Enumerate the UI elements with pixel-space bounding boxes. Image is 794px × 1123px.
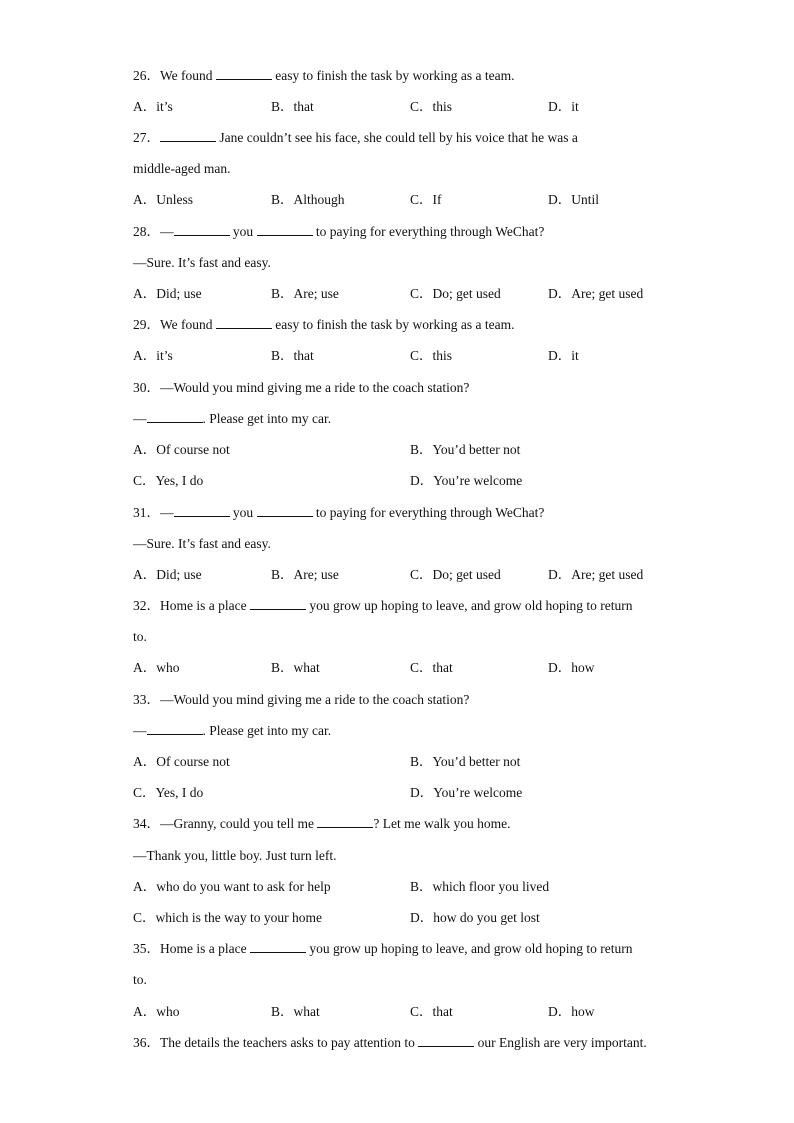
q30-option-b[interactable]: B．You’d better not xyxy=(410,442,521,457)
q33-option-c[interactable]: C．Yes, I do xyxy=(133,785,204,800)
q27-option-a[interactable]: A．Unless xyxy=(133,192,193,207)
answer-blank xyxy=(147,411,203,423)
q34-option-b[interactable]: B．which floor you lived xyxy=(410,879,550,894)
q35-option-c[interactable]: C．that xyxy=(410,1004,453,1019)
q32-option-a[interactable]: A．who xyxy=(133,660,180,675)
question-30-stem: 30．—Would you mind giving me a ride to the coach station? xyxy=(133,380,470,395)
q34-option-d[interactable]: D．how do you get lost xyxy=(410,910,540,925)
q34-option-c[interactable]: C．which is the way to your home xyxy=(133,910,322,925)
q28-option-a[interactable]: A．Did; use xyxy=(133,286,202,301)
q32-option-d[interactable]: D．how xyxy=(548,660,595,675)
q29-option-c[interactable]: C．this xyxy=(410,348,453,363)
q33-option-b[interactable]: B．You’d better not xyxy=(410,754,521,769)
q29-option-d[interactable]: D．it xyxy=(548,348,579,363)
question-33-stem: 33．—Would you mind giving me a ride to the coach station? xyxy=(133,692,470,707)
question-32-stem-cont: to. xyxy=(133,629,147,644)
q28-option-d[interactable]: D．Are; get used xyxy=(548,286,644,301)
answer-blank xyxy=(147,723,203,735)
question-31-stem: 31．— you to paying for everything through WeChat? xyxy=(133,505,545,520)
q35-option-d[interactable]: D．how xyxy=(548,1004,595,1019)
answer-blank xyxy=(250,941,306,953)
q27-option-c[interactable]: C．If xyxy=(410,192,442,207)
q32-option-b[interactable]: B．what xyxy=(271,660,320,675)
question-36-stem: 36．The details the teachers asks to pay attention to our English are very important. xyxy=(133,1035,647,1050)
q32-option-c[interactable]: C．that xyxy=(410,660,453,675)
question-33-response: — . Please get into my car. xyxy=(133,723,332,738)
answer-blank xyxy=(257,224,313,236)
answer-blank xyxy=(317,816,373,828)
q35-option-b[interactable]: B．what xyxy=(271,1004,320,1019)
question-27-stem: 27． Jane couldn’t see his face, she could tell by his voice that he was a xyxy=(133,130,578,145)
q26-option-c[interactable]: C．this xyxy=(410,99,453,114)
question-35-stem: 35．Home is a place you grow up hoping to leave, and grow old hoping to return xyxy=(133,941,633,956)
question-34-stem: 34．—Granny, could you tell me ? Let me walk you home. xyxy=(133,816,511,831)
question-31-response: —Sure. It’s fast and easy. xyxy=(133,536,271,551)
question-26-stem: 26．We found easy to finish the task by working as a team. xyxy=(133,68,515,83)
question-34-response: —Thank you, little boy. Just turn left. xyxy=(133,848,337,863)
answer-blank xyxy=(160,130,216,142)
q30-option-c[interactable]: C．Yes, I do xyxy=(133,473,204,488)
answer-blank xyxy=(174,224,230,236)
question-28-stem: 28．— you to paying for everything through WeChat? xyxy=(133,224,545,239)
question-28-response: —Sure. It’s fast and easy. xyxy=(133,255,271,270)
q26-option-a[interactable]: A．it’s xyxy=(133,99,173,114)
question-27-stem-cont: middle-aged man. xyxy=(133,161,231,176)
question-35-stem-cont: to. xyxy=(133,972,147,987)
answer-blank xyxy=(257,505,313,517)
question-32-stem: 32．Home is a place you grow up hoping to leave, and grow old hoping to return xyxy=(133,598,633,613)
question-30-response: — . Please get into my car. xyxy=(133,411,332,426)
q26-option-d[interactable]: D．it xyxy=(548,99,579,114)
answer-blank xyxy=(250,598,306,610)
answer-blank xyxy=(216,317,272,329)
q35-option-a[interactable]: A．who xyxy=(133,1004,180,1019)
q27-option-b[interactable]: B．Although xyxy=(271,192,345,207)
q33-option-d[interactable]: D．You’re welcome xyxy=(410,785,523,800)
q31-option-c[interactable]: C．Do; get used xyxy=(410,567,501,582)
question-29-stem: 29．We found easy to finish the task by working as a team. xyxy=(133,317,515,332)
q31-option-b[interactable]: B．Are; use xyxy=(271,567,339,582)
q28-option-b[interactable]: B．Are; use xyxy=(271,286,339,301)
q29-option-a[interactable]: A．it’s xyxy=(133,348,173,363)
answer-blank xyxy=(216,68,272,80)
q33-option-a[interactable]: A．Of course not xyxy=(133,754,230,769)
q29-option-b[interactable]: B．that xyxy=(271,348,314,363)
answer-blank xyxy=(418,1035,474,1047)
q34-option-a[interactable]: A．who do you want to ask for help xyxy=(133,879,331,894)
q26-option-b[interactable]: B．that xyxy=(271,99,314,114)
q27-option-d[interactable]: D．Until xyxy=(548,192,600,207)
q28-option-c[interactable]: C．Do; get used xyxy=(410,286,501,301)
q30-option-a[interactable]: A．Of course not xyxy=(133,442,230,457)
q30-option-d[interactable]: D．You’re welcome xyxy=(410,473,523,488)
q31-option-d[interactable]: D．Are; get used xyxy=(548,567,644,582)
q31-option-a[interactable]: A．Did; use xyxy=(133,567,202,582)
answer-blank xyxy=(174,505,230,517)
